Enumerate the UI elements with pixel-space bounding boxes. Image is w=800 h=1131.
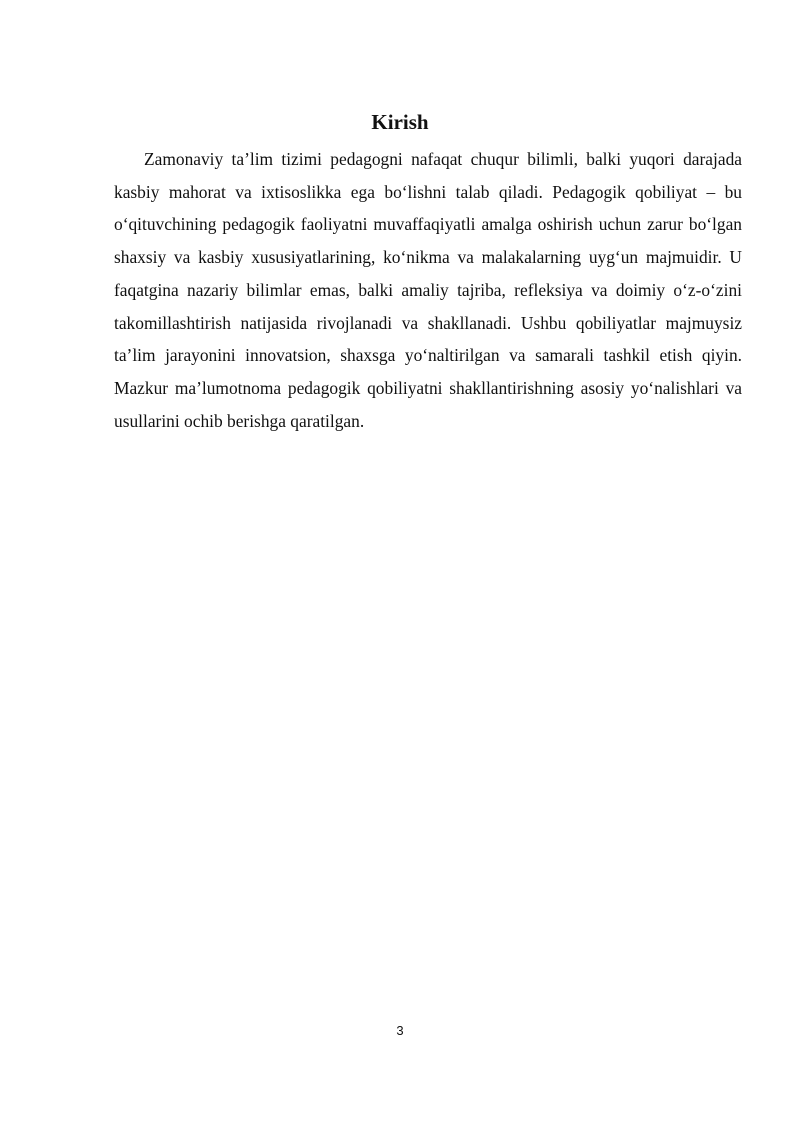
- body-paragraph: Zamonaviy ta’lim tizimi pedagogni nafaqat chuqur bilimli, balki yuqori darajada kasbiy mahorat va ixtisoslikka ega bo‘lishni talab qiladi. Pedagogik qobiliyat – bu o‘qituvchining pedagogik faoliyatni muvaffaqiyatli amalga oshirish uchun zarur bo‘lgan shaxsiy va kasbiy xususiyatlarining, ko‘nikma va malakalarning uyg‘un majmuidir. U faqatgina nazariy bilimlar emas, balki amaliy tajriba, refleksiya va doimiy o‘z-o‘zini takomillashtirish natijasida rivojlanadi va shakllanadi. Ushbu qobiliyatlar majmuysiz ta’lim jarayonini innovatsion, shaxsga yo‘naltirilgan va samarali tashkil etish qiyin. Mazkur ma’lumotnoma pedagogik qobiliyatni shakllantirishning asosiy yo‘nalishlari va usullarini ochib berishga qaratilgan.: [114, 149, 742, 431]
- page-number: 3: [396, 1023, 404, 1038]
- section-heading: Kirish: [371, 110, 429, 134]
